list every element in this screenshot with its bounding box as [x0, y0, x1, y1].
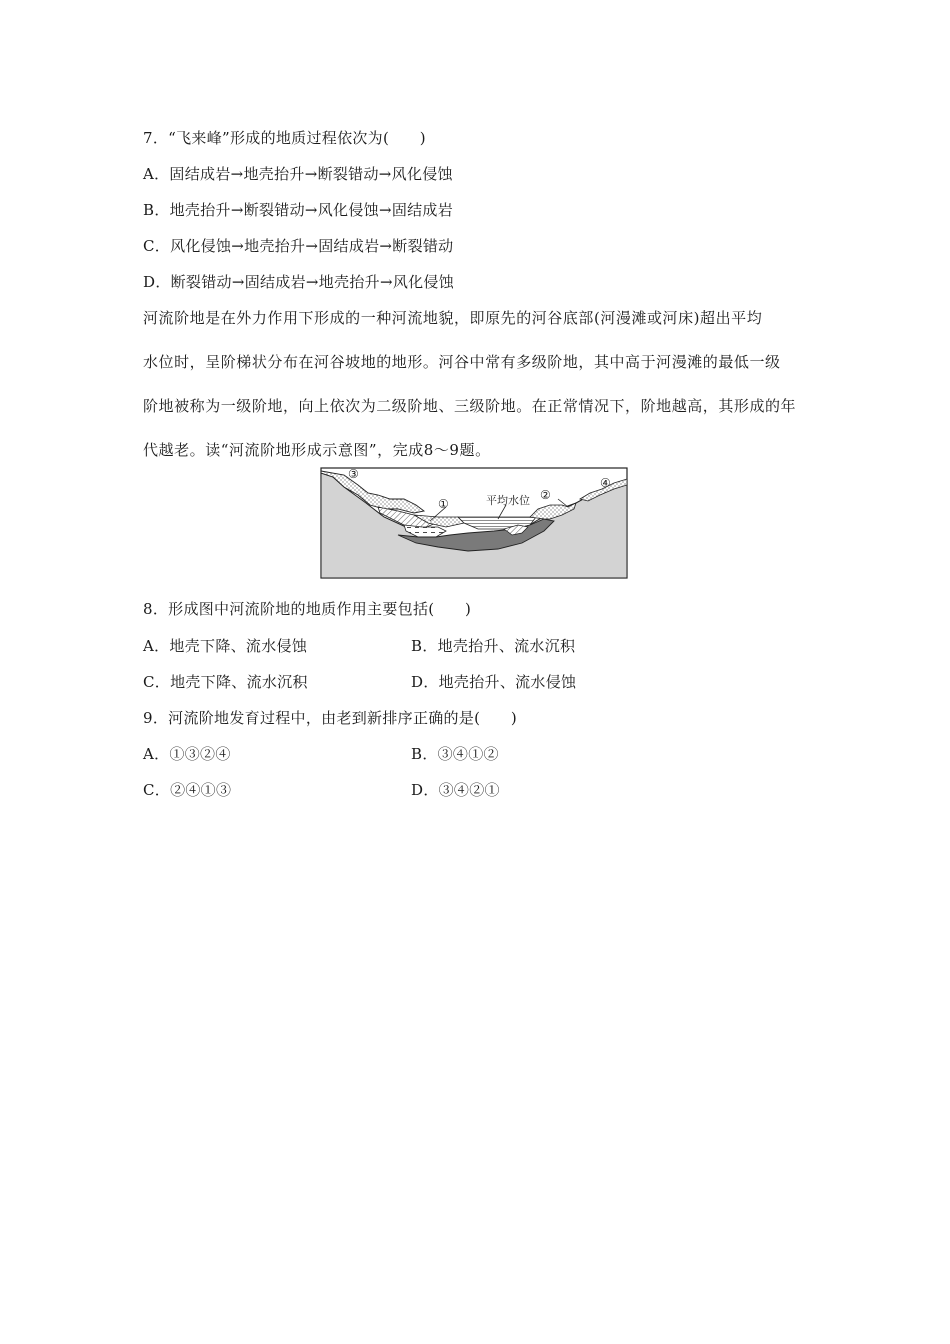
question-7-option-c: C．风化侵蚀→地壳抬升→固结成岩→断裂错动 [143, 237, 454, 255]
passage-line: 水位时，呈阶梯状分布在河谷坡地的地形。河谷中常有多级阶地，其中高于河漫滩的最低一级 [143, 353, 781, 371]
question-7-option-d: D．断裂错动→固结成岩→地壳抬升→风化侵蚀 [143, 273, 455, 291]
question-7-stem: 7．“飞来峰”形成的地质过程依次为( ) [143, 129, 426, 147]
question-9-option-d: D．③④②① [411, 781, 500, 799]
passage-line: 河流阶地是在外力作用下形成的一种河流地貌，即原先的河谷底部(河漫滩或河床)超出平均 [143, 309, 763, 327]
terrace-4-label: ④ [600, 476, 611, 490]
question-7-option-a: A．固结成岩→地壳抬升→断裂错动→风化侵蚀 [143, 165, 453, 183]
passage-line: 阶地被称为一级阶地，向上依次为二级阶地、三级阶地。在正常情况下，阶地越高，其形成的年 [143, 397, 797, 415]
question-9-stem: 9．河流阶地发育过程中，由老到新排序正确的是( ) [143, 709, 518, 727]
terrace-3-label: ③ [348, 467, 359, 481]
passage-line: 代越老。读“河流阶地形成示意图”，完成8～9题。 [143, 441, 491, 459]
water-level-label: 平均水位 [486, 494, 530, 507]
question-8-option-d: D．地壳抬升、流水侵蚀 [411, 673, 577, 691]
question-9-option-b: B．③④①② [411, 745, 499, 763]
question-8-option-b: B．地壳抬升、流水沉积 [411, 637, 576, 655]
question-7-option-b: B．地壳抬升→断裂错动→风化侵蚀→固结成岩 [143, 201, 454, 219]
terrace-1-label: ① [438, 497, 449, 511]
terrace-2-label: ② [540, 488, 551, 502]
question-8-stem: 8．形成图中河流阶地的地质作用主要包括( ) [143, 600, 472, 618]
question-9-option-a: A．①③②④ [143, 745, 231, 763]
question-8-option-a: A．地壳下降、流水侵蚀 [143, 637, 308, 655]
question-9-option-c: C．②④①③ [143, 781, 232, 799]
river-terrace-diagram [318, 465, 630, 581]
question-8-option-c: C．地壳下降、流水沉积 [143, 673, 308, 691]
